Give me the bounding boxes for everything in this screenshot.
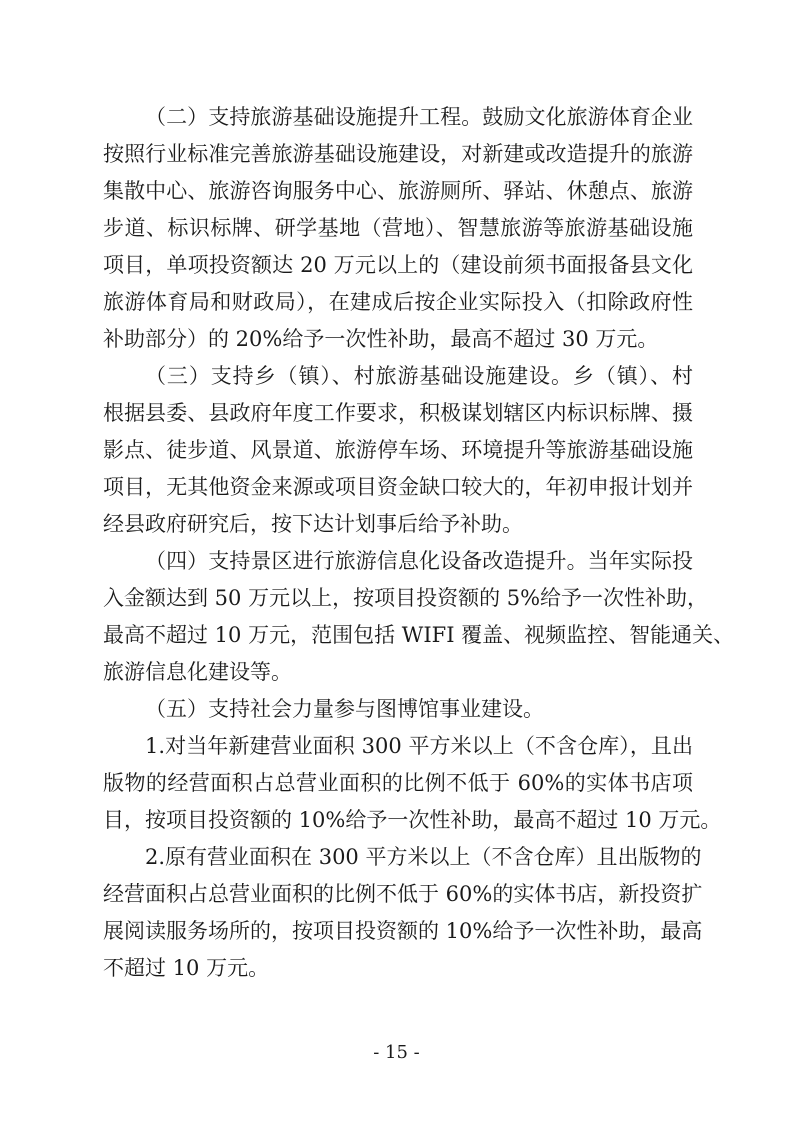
paragraph-line: 根据县委、县政府年度工作要求，积极谋划辖区内标识标牌、摄	[103, 401, 693, 425]
paragraph-line: 按照行业标准完善旅游基础设施建设，对新建或改造提升的旅游	[103, 142, 693, 166]
paragraph-line: 目，按项目投资额的 10%给予一次性补助，最高不超过 10 万元。	[103, 808, 722, 832]
paragraph-line: 项目，单项投资额达 20 万元以上的（建设前须书面报备县文化	[103, 253, 693, 277]
paragraph-line: 最高不超过 10 万元，范围包括 WIFI 覆盖、视频监控、智能通关、	[103, 623, 735, 647]
paragraph-line: 不超过 10 万元。	[103, 956, 270, 980]
paragraph-line: 影点、徒步道、风景道、旅游停车场、环境提升等旅游基础设施	[103, 438, 693, 462]
paragraph-line: （四）支持景区进行旅游信息化设备改造提升。当年实际投	[145, 549, 693, 573]
paragraph-line: 2.原有营业面积在 300 平方米以上（不含仓库）且出版物的	[145, 845, 702, 869]
paragraph-line: （三）支持乡（镇）、村旅游基础设施建设。乡（镇）、村	[145, 364, 693, 388]
paragraph-line: 项目，无其他资金来源或项目资金缺口较大的，年初申报计划并	[103, 475, 693, 499]
paragraph-line: 展阅读服务场所的，按项目投资额的 10%给予一次性补助，最高	[103, 919, 703, 943]
paragraph-line: 旅游体育局和财政局），在建成后按企业实际投入（扣除政府性	[103, 290, 693, 314]
paragraph-line: 集散中心、旅游咨询服务中心、旅游厕所、驿站、休憩点、旅游	[103, 179, 693, 203]
paragraph-line: 补助部分）的 20%给予一次性补助，最高不超过 30 万元。	[103, 327, 659, 351]
paragraph-line: （五）支持社会力量参与图博馆事业建设。	[145, 697, 544, 721]
paragraph-line: 旅游信息化建设等。	[103, 660, 292, 684]
paragraph-line: 入金额达到 50 万元以上，按项目投资额的 5%给予一次性补助，	[103, 586, 709, 610]
page-number: - 15 -	[373, 1042, 420, 1063]
paragraph-line: 1.对当年新建营业面积 300 平方米以上（不含仓库），且出	[145, 734, 693, 758]
paragraph-line: 经营面积占总营业面积的比例不低于 60%的实体书店，新投资扩	[103, 882, 703, 906]
paragraph-line: 步道、标识标牌、研学基地（营地）、智慧旅游等旅游基础设施	[103, 216, 693, 240]
paragraph-line: （二）支持旅游基础设施提升工程。鼓励文化旅游体育企业	[145, 105, 693, 129]
paragraph-line: 版物的经营面积占总营业面积的比例不低于 60%的实体书店项	[103, 771, 693, 795]
paragraph-line: 经县政府研究后，按下达计划事后给予补助。	[103, 512, 523, 536]
